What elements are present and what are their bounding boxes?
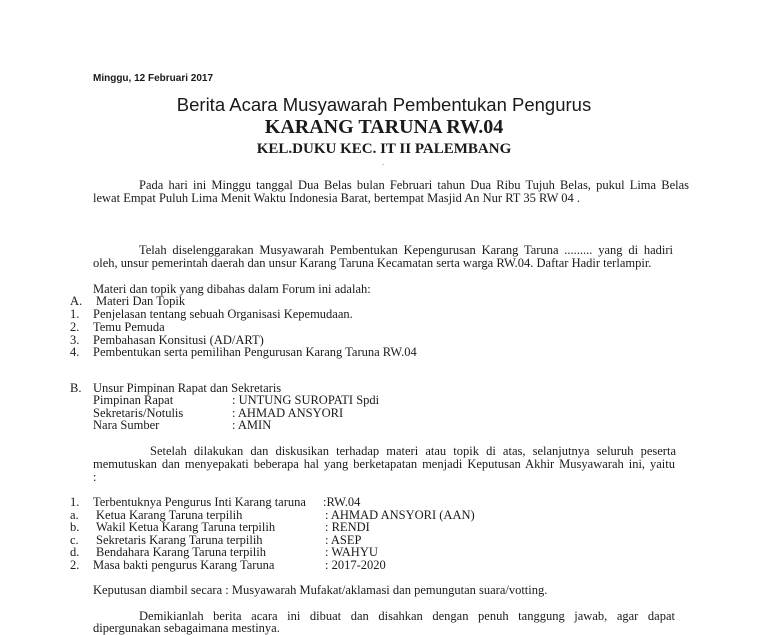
official-name: : AMIN	[232, 418, 272, 432]
decision-marker: 1.	[70, 495, 80, 509]
closing-line-2: dipergunakan sebagaimana mestinya.	[93, 621, 280, 635]
decision-label: Sekretaris Karang Taruna terpilih	[96, 533, 263, 547]
list-item-marker: 1.	[70, 307, 80, 321]
organization-title: KARANG TARUNA RW.04	[264, 116, 504, 138]
list-item-marker: 2.	[70, 320, 80, 334]
decision-method: Keputusan diambil secara : Musyawarah Mufakat/aklamasi dan pemungutan suara/votting.	[93, 583, 548, 597]
section-b-marker: B.	[70, 381, 82, 395]
decision-value: : AHMAD ANSYORI (AAN)	[325, 508, 475, 522]
intro-paragraph-2-line-2: oleh, unsur pemerintah daerah dan unsur Karang Taruna Kecamatan serta warga RW.04. Daftar Hadir terlampir.	[93, 256, 652, 270]
decision-label: Wakil Ketua Karang Taruna terpilih	[96, 520, 276, 534]
official-role: Sekretaris/Notulis	[93, 406, 184, 420]
official-name: : AHMAD ANSYORI	[232, 406, 344, 420]
intro-paragraph-1-line-2: lewat Empat Puluh Lima Menit Waktu Indonesia Barat, bertempat Masjid An Nur RT 35 RW 04 .	[93, 191, 581, 205]
decision-value: : RENDI	[325, 520, 370, 534]
list-item: Pembahasan Konsitusi (AD/ART)	[93, 333, 264, 347]
official-role: Nara Sumber	[93, 418, 160, 432]
list-item: Penjelasan tentang sebuah Organisasi Kepemudaan.	[93, 307, 353, 321]
decision-intro-line-2: memutuskan dan menyepakati beberapa hal yang berketapatan menjadi Keputusan Akhir Musyawarah ini, yaitu	[93, 457, 675, 471]
document-title: Berita Acara Musyawarah Pembentukan Pengurus	[176, 94, 592, 115]
document-date: Minggu, 12 Februari 2017	[93, 73, 214, 84]
official-name: : UNTUNG SUROPATI Spdi	[232, 393, 380, 407]
decision-value: : ASEP	[325, 533, 362, 547]
intro-paragraph-2-line-1: Telah diselenggarakan Musyawarah Pembentukan Kepengurusan Karang Taruna ......... yang di hadiri	[139, 243, 673, 257]
decision-marker: a.	[70, 508, 79, 522]
decision-value: : WAHYU	[325, 545, 378, 559]
decision-value: : 2017-2020	[325, 558, 386, 572]
list-item: Materi Dan Topik	[96, 294, 186, 308]
decision-intro-line-3: :	[93, 470, 97, 484]
list-item-marker: 4.	[70, 345, 80, 359]
topics-lead: Materi dan topik yang dibahas dalam Forum ini adalah:	[93, 282, 371, 296]
decision-marker: d.	[70, 545, 80, 559]
decision-label: Ketua Karang Taruna terpilih	[96, 508, 243, 522]
list-item: Temu Pemuda	[93, 320, 165, 334]
decision-label: Terbentuknya Pengurus Inti Karang taruna	[93, 495, 306, 509]
decision-intro-line-1: Setelah dilakukan dan diskusikan terhadap materi atau topik di atas, selanjutnya seluruh peserta	[150, 444, 676, 458]
decision-label: Masa bakti pengurus Karang Taruna	[93, 558, 275, 572]
list-item: Pembentukan serta pemilihan Pengurusan Karang Taruna RW.04	[93, 345, 417, 359]
decision-label: Bendahara Karang Taruna terpilih	[96, 545, 267, 559]
decision-marker: b.	[70, 520, 80, 534]
location-subtitle: KEL.DUKU KEC. IT II PALEMBANG	[256, 141, 512, 157]
decision-value: :RW.04	[323, 495, 361, 509]
header-dot: .	[382, 158, 384, 167]
list-item-marker: 3.	[70, 333, 80, 347]
decision-marker: c.	[70, 533, 79, 547]
decision-marker: 2.	[70, 558, 80, 572]
official-role: Pimpinan Rapat	[93, 393, 174, 407]
section-b-heading: Unsur Pimpinan Rapat dan Sekretaris	[93, 381, 282, 395]
list-item-marker: A.	[70, 294, 83, 308]
closing-line-1: Demikianlah berita acara ini dibuat dan disahkan dengan penuh tanggung jawab, agar dapat	[139, 609, 675, 623]
intro-paragraph-1-line-1: Pada hari ini Minggu tanggal Dua Belas bulan Februari tahun Dua Ribu Tujuh Belas, pukul Lima Belas	[139, 178, 689, 192]
